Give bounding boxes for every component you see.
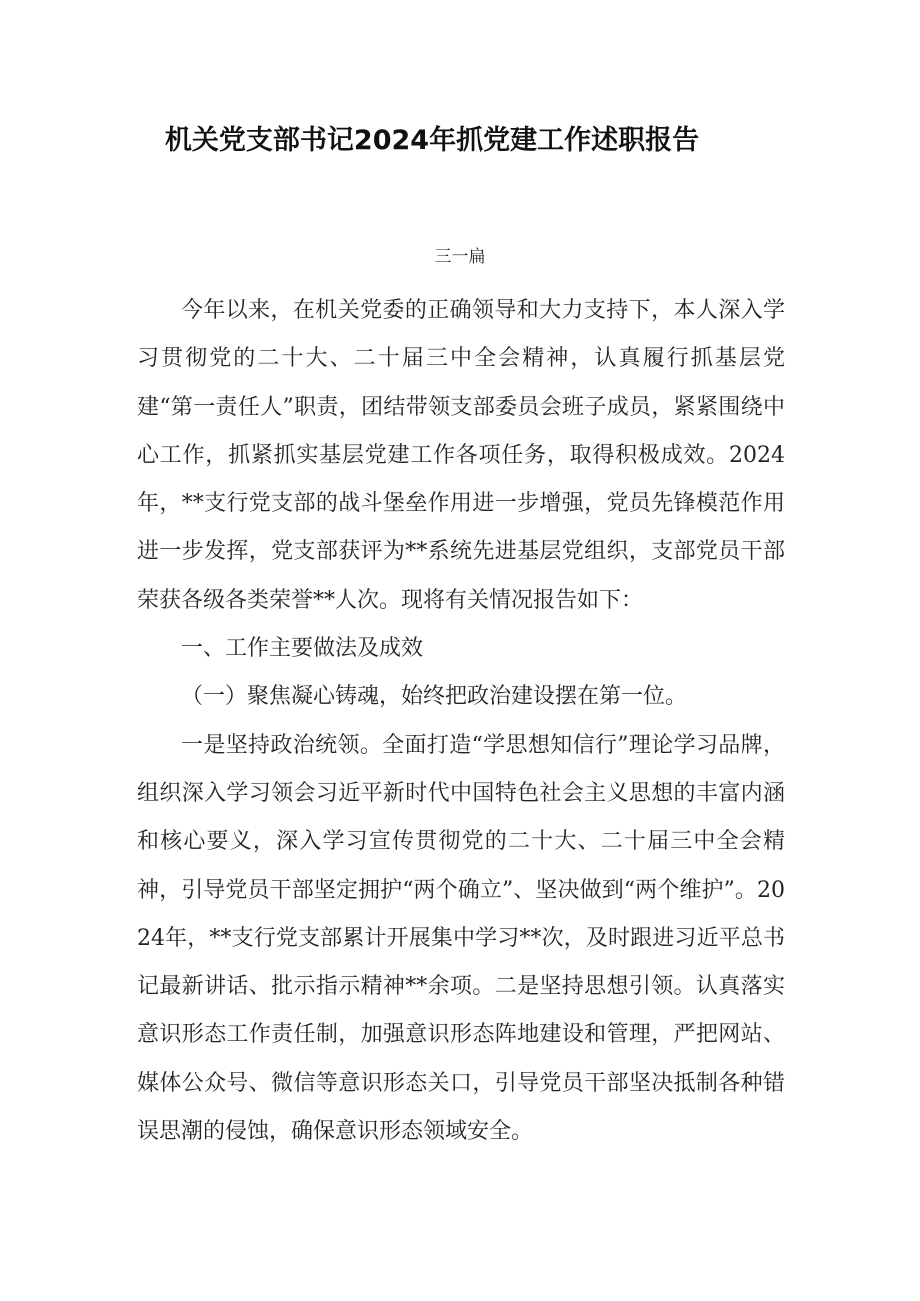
section-heading: 一、工作主要做法及成效	[181, 636, 424, 662]
document-subtitle: 三一扁	[434, 247, 486, 267]
document-body	[137, 287, 785, 1156]
document-title: 机关党支部书记2024年抓党建工作述职报告	[164, 125, 700, 156]
intro-paragraph: 今年以来，在机关党委的正确领导和大力支持下，本人深入学习贯彻党的二十大、二十届三中全会精神，认真履行抓基层党建“第一责任人”职责，团结带领支部委员会班子成员，紧紧围绕中心工作，抓紧抓实基层党建工作各项任务，取得积极成效。2024年，**支行党支部的战斗堡垒作用进一步增强，党员先锋模范作用进一步发挥，党支部获评为**系统先进基层党组织，支部党员干部荣获各级各类荣誉**人次。现将有关情况报告如下：	[137, 298, 785, 613]
body-paragraph: 一是坚持政治统领。全面打造“学思想知信行”理论学习品牌，组织深入学习领会习近平新时代中国特色社会主义思想的丰富内涵和核心要义，深入学习宣传贯彻党的二十大、二十届三中全会精神，引导党员干部坚定拥护“两个确立”、坚决做到“两个维护”。2024年，**支行党支部累计开展集中学习**次，及时跟进习近平总书记最新讲话、批示指示精神**余项。二是坚持思想引领。认真落实意识形态工作责任制，加强意识形态阵地建设和管理，严把网站、媒体公众号、微信等意识形态关口，引导党员干部坚决抵制各种错误思潮的侵蚀，确保意识形态领域安全。	[137, 732, 786, 1145]
subsection-heading: （一）聚焦凝心铸魂，始终把政治建设摆在第一位。	[181, 684, 688, 710]
